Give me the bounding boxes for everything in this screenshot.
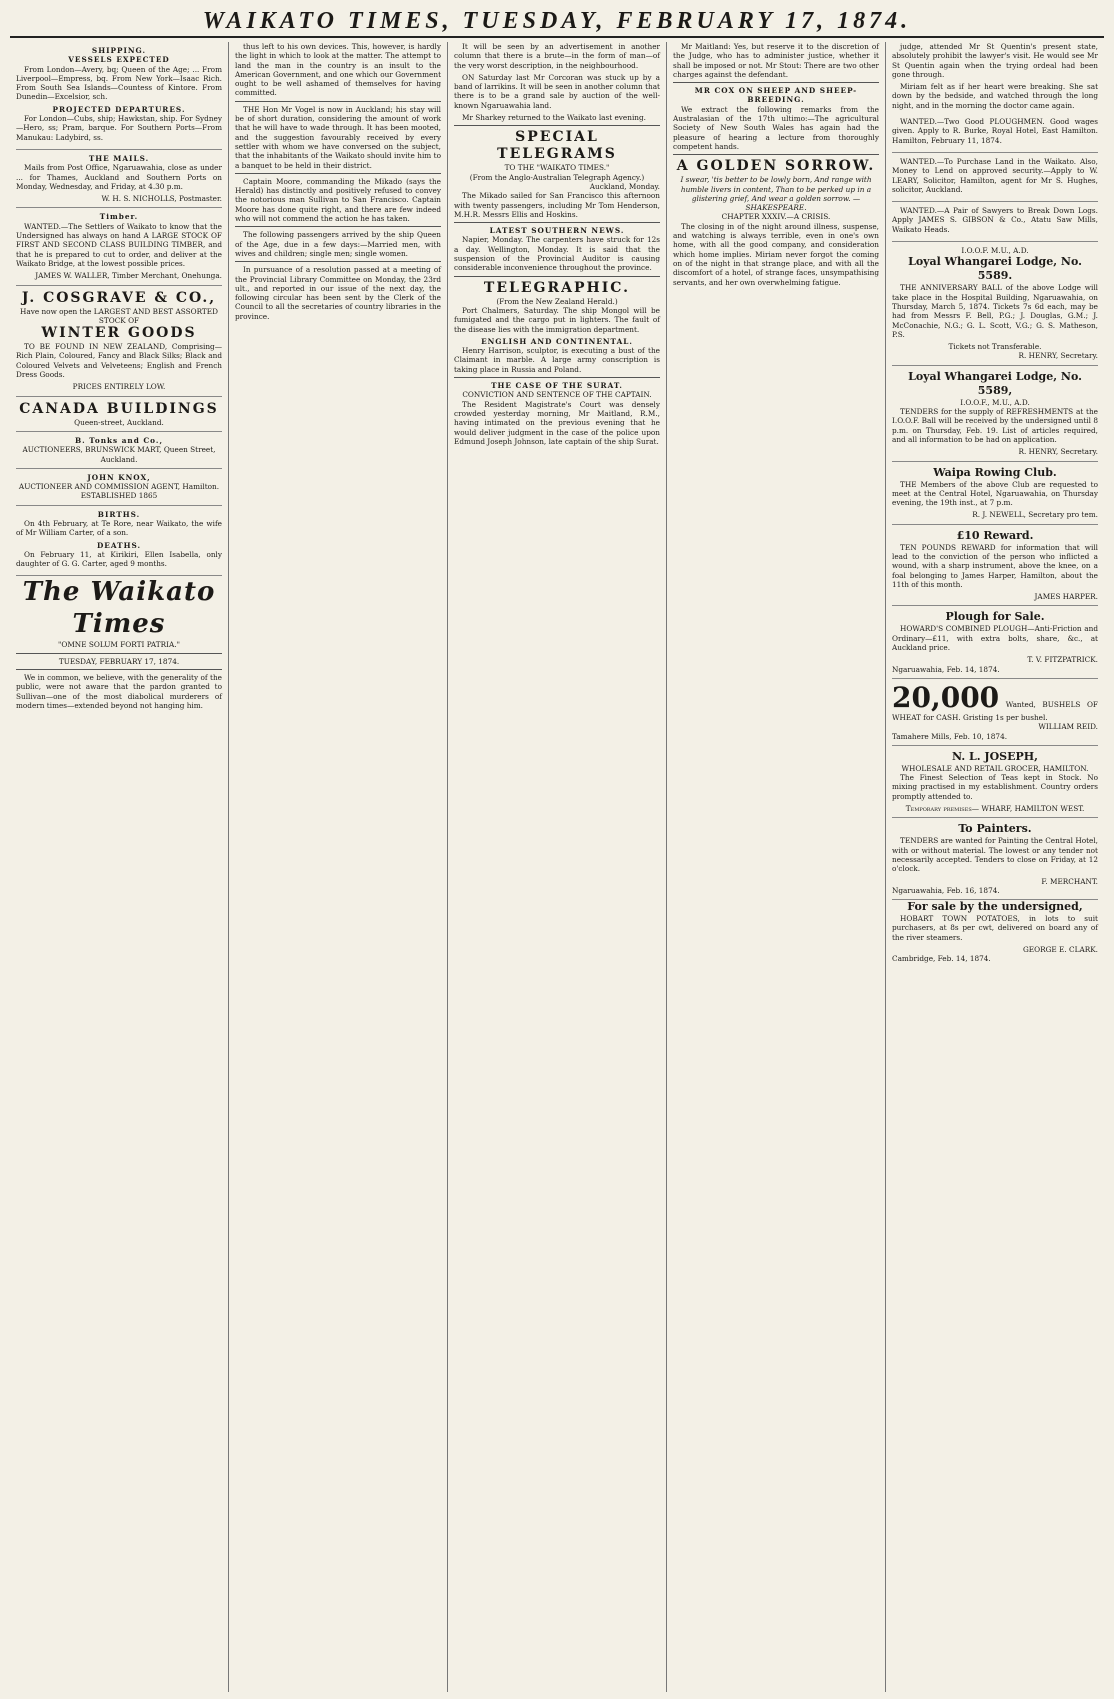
joseph-subhead: WHOLESALE AND RETAIL GROCER, HAMILTON.	[901, 763, 1089, 773]
divider	[673, 82, 879, 83]
rowing-club-heading: Waipa Rowing Club.	[933, 465, 1057, 479]
wanted-sawyers-text: WANTED.—A Pair of Sawyers to Break Down Logs. Apply JAMES S. GIBSON & Co., Atatu Saw Mills, Waikato Heads.	[892, 206, 1098, 234]
joseph-ad	[892, 746, 1098, 818]
vessels-heading: VESSELS EXPECTED	[68, 55, 170, 65]
telegraphic-heading: TELEGRAPHIC.	[483, 279, 631, 296]
paper-dateline: TUESDAY, FEBRUARY 17, 1874.	[58, 656, 180, 666]
divider	[673, 154, 879, 155]
special-telegrams-source: (From the Anglo-Australian Telegraph Agency.)	[469, 172, 645, 182]
wheat-signature: WILLIAM REID.	[1038, 722, 1098, 732]
plough-heading: Plough for Sale.	[945, 610, 1045, 624]
cosgrave-winter-goods: WINTER GOODS	[41, 325, 197, 342]
joseph-text: The Finest Selection of Teas kept in Stock. No mixing practised in my establishment. Country orders promptly attended to.	[892, 773, 1098, 801]
shipping-heading: SHIPPING.	[91, 46, 147, 55]
canada-subhead: Queen-street, Auckland.	[74, 417, 164, 427]
joseph-wharf: Temporary premises— WHARF, HAMILTON WEST.	[905, 804, 1085, 814]
rowing-club-signature: R. J. NEWELL, Secretary pro tem.	[972, 510, 1098, 520]
golden-sorrow-verse: I swear, 'tis better to be lowly born, And range with humble livers in content, Than to be perked up in a glistering grief, And wear a golden sorrow. — SHAKESPEARE.	[680, 175, 872, 213]
cosgrave-name: J. COSGRAVE & CO.,	[21, 289, 217, 306]
lodge-ball-signature: R. HENRY, Secretary.	[1018, 351, 1098, 361]
potatoes-signature: GEORGE E. CLARK.	[1022, 945, 1098, 954]
wanted-land-ad	[892, 153, 1098, 202]
ioof-line: I.O.O.F. M.U., A.D.	[961, 246, 1029, 256]
lodge-ball-note: Tickets not Transferable.	[948, 342, 1042, 352]
painters-text: TENDERS are wanted for Painting the Central Hotel, with or without material. The lowest or any tender not necessarily accepted. Tenders to close on Friday, at 12 o'clock.	[892, 836, 1098, 874]
divider	[16, 653, 222, 654]
article-text: Mr Maitland: Yes, but reserve it to the discretion of the Judge, who has to administer justice, whether it shall be imposed or not. Mr Stout: There are two other charges against the defendant.	[673, 42, 879, 79]
paper-title-block	[16, 576, 222, 710]
sheep-heading: MR COX ON SHEEP AND SHEEP-BREEDING.	[694, 86, 858, 105]
lodge-ball-ad	[892, 242, 1098, 366]
lodge-tenders-text: TENDERS for the supply of REFRESHMENTS at the I.O.O.F. Ball will be received by the undersigned until 8 p.m. on Thursday, Feb. 19. List of articles required, and all information to be had on application.	[892, 407, 1098, 444]
divider	[454, 276, 660, 277]
plough-signature: T. V. FITZPATRICK.	[1027, 655, 1098, 665]
english-text: Henry Harrison, sculptor, is executing a bust of the Claimant in marble. A large army conscription is taking place in Russia and Poland.	[454, 346, 660, 374]
article-text: It will be seen by an advertisement in another column that there is a brute—in the form of man—of the very worst description, in the neighbourhood.	[454, 42, 660, 70]
potatoes-date: Cambridge, Feb. 14, 1874.	[892, 954, 991, 964]
reward-heading: £10 Reward.	[956, 528, 1034, 542]
column-1	[10, 42, 229, 1692]
latest-southern-text: Napier, Monday. The carpenters have struck for 12s a day. Wellington, Monday. It is said that the suspension of the Provincial Auditor is causing considerable inconvenience throughout the province.	[454, 235, 660, 273]
cosgrave-text: TO BE FOUND IN NEW ZEALAND, Comprising— Rich Plain, Coloured, Fancy and Black Silks; Black and Coloured Velvets and Velveteens; English and French Dress Goods.	[16, 342, 222, 380]
column-5	[886, 42, 1104, 1692]
special-telegrams-subhead: TO THE "WAIKATO TIMES."	[504, 163, 610, 173]
english-heading: ENGLISH AND CONTINENTAL.	[481, 336, 633, 346]
painters-ad	[892, 818, 1098, 900]
knox-name: JOHN KNOX,	[87, 472, 151, 482]
shipping-section	[16, 42, 222, 150]
potatoes-ad	[892, 900, 1098, 963]
article-text: judge, attended Mr St Quentin's present state, absolutely prohibit the lawyer's visit. He would see Mr St Quentin again when the trying ordeal had been gone through.	[892, 42, 1098, 79]
painters-signature: F. MERCHANT.	[1041, 876, 1098, 886]
canada-heading: CANADA BUILDINGS	[19, 400, 219, 417]
masthead: WAIKATO TIMES, TUESDAY, FEBRUARY 17, 1874.	[10, 6, 1104, 38]
reward-text: TEN POUNDS REWARD for information that will lead to the conviction of the person who inflicted a wound, with a sharp instrument, above the knee, on a foal belonging to James Harper, Hamilton, about the 11th of this month.	[892, 542, 1098, 589]
paper-motto: "OMNE SOLUM FORTI PATRIA."	[58, 640, 180, 650]
lodge-ball-text: THE ANNIVERSARY BALL of the above Lodge will take place in the Hospital Building, Ngaruawahia, on Thursday, March 5, 1874. Tickets 7s 6d each, may be had from Messrs F. Bell, P.G.; J. Douglas, G.M.; J. McConachie, N.G.; G. L. Scott, V.G.; G. S. Matheson, P.S.	[892, 283, 1098, 339]
divider	[16, 669, 222, 670]
wanted-land-text: WANTED.—To Purchase Land in the Waikato. Also, Money to Lend on approved security.—Apply to W. LEARY, Solicitor, Hamilton, agent for Mr S. Hughes, solicitor, Auckland.	[892, 156, 1098, 194]
painters-heading: To Painters.	[958, 822, 1032, 836]
telegraphic-text: Port Chalmers, Saturday. The ship Mongol will be fumigated and the cargo put in lighters. The fault of the disease lies with the immigration department.	[454, 305, 660, 334]
wanted-sawyers-ad	[892, 202, 1098, 242]
wheat-quantity: 20,000	[892, 680, 1000, 714]
golden-sorrow-chapter: CHAPTER XXXIV.—A CRISIS.	[721, 212, 831, 222]
special-telegrams-heading: SPECIAL TELEGRAMS	[497, 129, 617, 163]
golden-sorrow-text: The closing in of the night around illness, suspense, and watching is always terrible, even in one's own home, with all the good company, and consideration which home implies. Miriam never forgot the coming on of the night in that strange place, and with all the discomfort of a hotel, of strange faces, unsympathising servants, and her own overwhelming fatigue.	[673, 221, 879, 287]
reward-signature: JAMES HARPER.	[1034, 592, 1098, 602]
column-4	[667, 42, 886, 1692]
divider	[235, 261, 441, 262]
article-text: In pursuance of a resolution passed at a meeting of the Provincial Library Committee on Monday, the 23rd ult., and reported in our issue of the next day, the following circular has been sent by the Clerk of the Council to all the secretaries of country libraries in the province.	[235, 265, 441, 321]
births-text: On 4th February, at Te Rore, near Waikato, the wife of Mr William Carter, of a son.	[16, 518, 222, 538]
cosgrave-note: PRICES ENTIRELY LOW.	[72, 382, 166, 392]
painters-date: Ngaruawahia, Feb. 16, 1874.	[892, 885, 1000, 895]
mails-text: Mails from Post Office, Ngaruawahia, close as under ... for Thames, Auckland and Southern Ports on Monday, Wednesday, and Friday, at 4.30 p.m.	[16, 163, 222, 191]
surat-heading: THE CASE OF THE SURAT.	[491, 381, 623, 391]
lodge-subhead: I.O.O.F., M.U., A.D.	[960, 397, 1030, 407]
plough-text: HOWARD'S COMBINED PLOUGH—Anti-Friction and Ordinary—£11, with extra bolts, share, &c., at Auckland price.	[892, 624, 1098, 653]
wheat-place: Tamahere Mills, Feb. 10, 1874.	[892, 731, 1008, 741]
article-text: The following passengers arrived by the ship Queen of the Age, due in a few days:—Married men, with wives and children; single men; single women.	[235, 230, 441, 258]
cosgrave-ad	[16, 286, 222, 397]
divider	[454, 377, 660, 378]
vessels-text: From London—Avery, bq; Queen of the Age; ... From Liverpool—Empress, bq. From New York—Isaac Rich. From South Sea Islands—Countess of Kintore. From Dunedin—Excelsior, sch.	[16, 64, 222, 102]
rowing-club-text: THE Members of the above Club are requested to meet at the Central Hotel, Ngaruawahia, on Thursday evening, the 19th inst., at 7 p.m.	[892, 479, 1098, 508]
plough-date: Ngaruawahia, Feb. 14, 1874.	[892, 664, 1000, 674]
timber-text: WANTED.—The Settlers of Waikato to know that the Undersigned has always on hand A LARGE STOCK OF FIRST AND SECOND CLASS BUILDING TIMBER, and that he is prepared to cut to order, and deliver at the Waikato Bridge, at the lowest possible prices.	[16, 221, 222, 268]
rowing-club-ad	[892, 462, 1098, 525]
lodge-heading: Loyal Whangarei Lodge, No. 5589,	[908, 369, 1082, 397]
divider	[454, 222, 660, 223]
tonks-subhead: AUCTIONEERS, BRUNSWICK MART, Queen Street, Auckland.	[22, 445, 216, 464]
joseph-name: N. L. JOSEPH,	[951, 749, 1038, 763]
knox-subhead: AUCTIONEER AND COMMISSION AGENT, Hamilton.	[18, 482, 220, 492]
telegraphic-source: (From the New Zealand Herald.)	[496, 296, 618, 306]
article-text: thus left to his own devices. This, however, is hardly the light in which to look at the matter. The attempt to land the man in the country is an insult to the American Government, and one which our Government ought to be well ashamed of themselves for having committed.	[235, 42, 441, 98]
leader-text: We in common, we believe, with the generality of the public, were not aware that the pardon granted to Sullivan—one of the most diabolical murderers of modern times—extended beyond not hanging him.	[16, 673, 222, 710]
potatoes-heading: For sale by the undersigned,	[907, 900, 1083, 914]
columns	[10, 42, 1104, 1692]
deaths-text: On February 11, at Kirikiri, Ellen Isabella, only daughter of G. G. Carter, aged 9 months.	[16, 549, 222, 569]
article-text: Captain Moore, commanding the Mikado (says the Herald) has distinctly and positively refused to convey the notorious man Sullivan to San Francisco. Captain Moore has done quite right, and there are few indeed who will not commend the action he has taken.	[235, 176, 441, 224]
article-text: Mr Sharkey returned to the Waikato last evening.	[462, 113, 646, 123]
mails-section	[16, 150, 222, 208]
article-text: ON Saturday last Mr Corcoran was stuck up by a band of larrikins. It will be seen in another column that there is to be a grand sale by auction of the well-known Ngaruawahia land.	[454, 72, 660, 110]
paper-title: The Waikato Times	[22, 577, 216, 640]
article-text: THE Hon Mr Vogel is now in Auckland; his stay will be of short duration, considering the amount of work that he will have to wade through. It has been mooted, and the suggestion favourably received by every settler with whom we have conversed on the subject, that the inhabitants of the Waikato should invite him to a banquet to be held in their district.	[235, 104, 441, 170]
surat-text: The Resident Magistrate's Court was densely crowded yesterday morning, Mr Maitland, R.M., having intimated on the previous evening that he would deliver judgment in the case of the police upon Edmund Joseph Johnson, late captain of the ship Surat.	[454, 399, 660, 446]
surat-subhead: CONVICTION AND SENTENCE OF THE CAPTAIN.	[462, 390, 652, 400]
divider	[454, 125, 660, 126]
lodge-tenders-ad	[892, 366, 1098, 462]
golden-sorrow-heading: A GOLDEN SORROW.	[676, 158, 876, 175]
mails-heading: THE MAILS.	[88, 153, 150, 163]
special-telegrams-dateline: Auckland, Monday.	[589, 181, 660, 191]
wheat-text: Wanted, BUSHELS OF WHEAT for CASH. Gristing 1s per bushel.	[892, 699, 1098, 722]
births-heading: BIRTHS.	[97, 509, 141, 519]
knox-ad	[16, 469, 222, 506]
births-deaths-section	[16, 506, 222, 577]
lodge-tenders-signature: R. HENRY, Secretary.	[1018, 447, 1098, 457]
mails-signature: W. H. S. NICHOLLS, Postmaster.	[101, 194, 222, 204]
deaths-heading: DEATHS.	[96, 540, 142, 550]
divider	[235, 173, 441, 174]
special-telegrams-text: The Mikado sailed for San Francisco this afternoon with twenty passengers, including Mr Tom Henderson, M.H.R. Messrs Ellis and Hoskins.	[454, 191, 660, 219]
knox-established: ESTABLISHED 1865	[80, 491, 158, 501]
divider	[235, 226, 441, 227]
departures-heading: PROJECTED DEPARTURES.	[52, 104, 186, 114]
timber-heading: Timber.	[99, 212, 139, 222]
sheep-text: We extract the following remarks from the Australasian of the 17th ultimo:—The agricultural Society of New South Wales has again had the pleasure of hearing a lecture from thoroughly competent hands.	[673, 104, 879, 151]
latest-southern-heading: LATEST SOUTHERN NEWS.	[489, 226, 625, 236]
tonks-name: B. Tonks and Co.,	[74, 435, 164, 445]
lodge-heading: Loyal Whangarei Lodge, No. 5589.	[908, 255, 1082, 283]
departures-text: For London—Cubs, ship; Hawkstan, ship. For Sydney—Hero, ss; Pram, barque. For Southern Ports—From Manukau: Ladybird, ss.	[16, 114, 222, 142]
timber-ad	[16, 208, 222, 285]
divider	[235, 101, 441, 102]
tonks-ad	[16, 432, 222, 469]
story-text: Miriam felt as if her heart were breaking. She sat down by the bedside, and watched through the long night, and in the morning the doctor came again.	[892, 82, 1098, 110]
column-3	[448, 42, 667, 1692]
timber-signature: JAMES W. WALLER, Timber Merchant, Onehunga.	[35, 271, 222, 281]
potatoes-text: HOBART TOWN POTATOES, in lots to suit purchasers, at 8s per cwt, delivered on board any of the river steamers.	[892, 914, 1098, 942]
canada-ad	[16, 397, 222, 432]
wheat-ad	[892, 679, 1098, 746]
cosgrave-subhead: Have now open the LARGEST AND BEST ASSORTED STOCK OF	[20, 306, 218, 325]
wanted-ploughmen-ad	[892, 113, 1098, 153]
plough-ad	[892, 606, 1098, 678]
column-2	[229, 42, 448, 1692]
reward-ad	[892, 525, 1098, 607]
wanted-ploughmen-text: WANTED.—Two Good PLOUGHMEN. Good wages given. Apply to R. Burke, Royal Hotel, East Hamilton. Hamilton, February 11, 1874.	[892, 117, 1098, 145]
